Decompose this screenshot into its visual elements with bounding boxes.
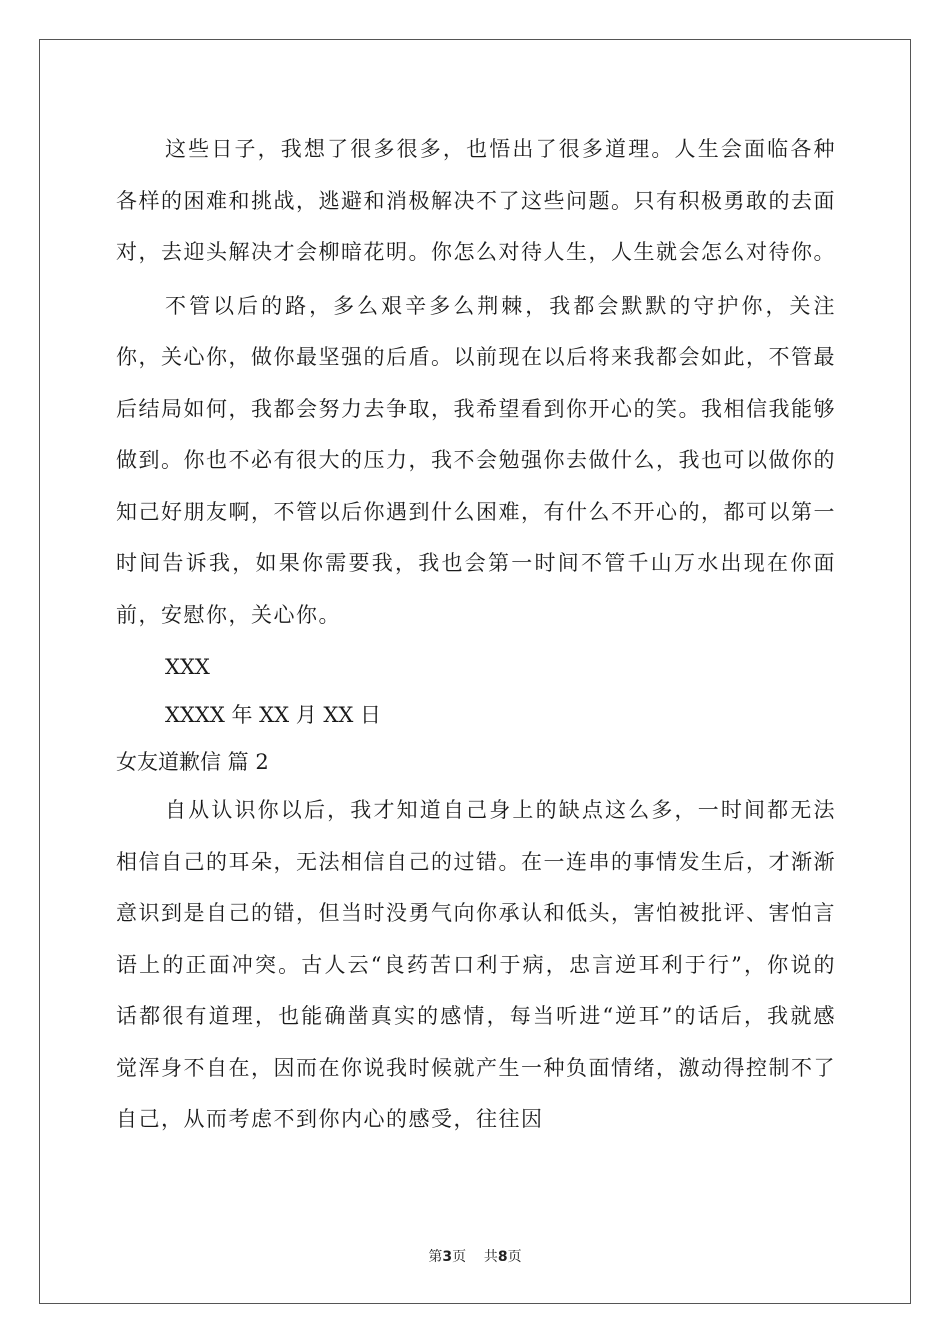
section-title: 女友道歉信 篇 2 <box>116 750 269 774</box>
signature: XXX <box>165 655 210 679</box>
paragraph-reflection: 这些日子，我想了很多很多，也悟出了很多道理。人生会面临各种各样的困难和挑战，逃避和消极解决不了这些问题。只有积极勇敢的去面对，去迎头解决才会柳暗花明。你怎么对待人生，人生就会怎么对待你。 <box>116 137 836 264</box>
date-line: XXXX 年 XX 月 XX 日 <box>165 703 381 727</box>
footer-middle: 页 共 <box>452 1249 498 1265</box>
document-body <box>116 124 836 1148</box>
footer-suffix: 页 <box>507 1249 522 1265</box>
paragraph-apology: 自从认识你以后，我才知道自己身上的缺点这么多，一时间都无法相信自己的耳朵，无法相信自己的过错。在一连串的事情发生后，才渐渐意识到是自己的错，但当时没勇气向你承认和低头，害怕被批评、害怕言语上的正面冲突。古人云“良药苦口利于病，忠言逆耳利于行”，你说的话都很有道理，也能确凿真实的感情，每当听进“逆耳”的话后，我就感觉浑身不自在，因而在你说我时候就产生一种负面情绪，激动得控制不了自己，从而考虑不到你内心的感受，往往因 <box>116 798 836 1131</box>
total-pages-number: 8 <box>497 1249 508 1265</box>
page-footer <box>0 1246 950 1266</box>
current-page-number: 3 <box>442 1249 453 1265</box>
paragraph-promise: 不管以后的路，多么艰辛多么荆棘，我都会默默的守护你，关注你，关心你，做你最坚强的后盾。以前现在以后将来我都会如此，不管最后结局如何，我都会努力去争取，我希望看到你开心的笑。我相信我能够做到。你也不必有很大的压力，我不会勉强你去做什么，我也可以做你的知己好朋友啊，不管以后你遇到什么困难，有什么不开心的，都可以第一时间告诉我，如果你需要我，我也会第一时间不管千山万水出现在你面前，安慰你，关心你。 <box>116 293 836 627</box>
footer-prefix: 第 <box>428 1249 443 1265</box>
